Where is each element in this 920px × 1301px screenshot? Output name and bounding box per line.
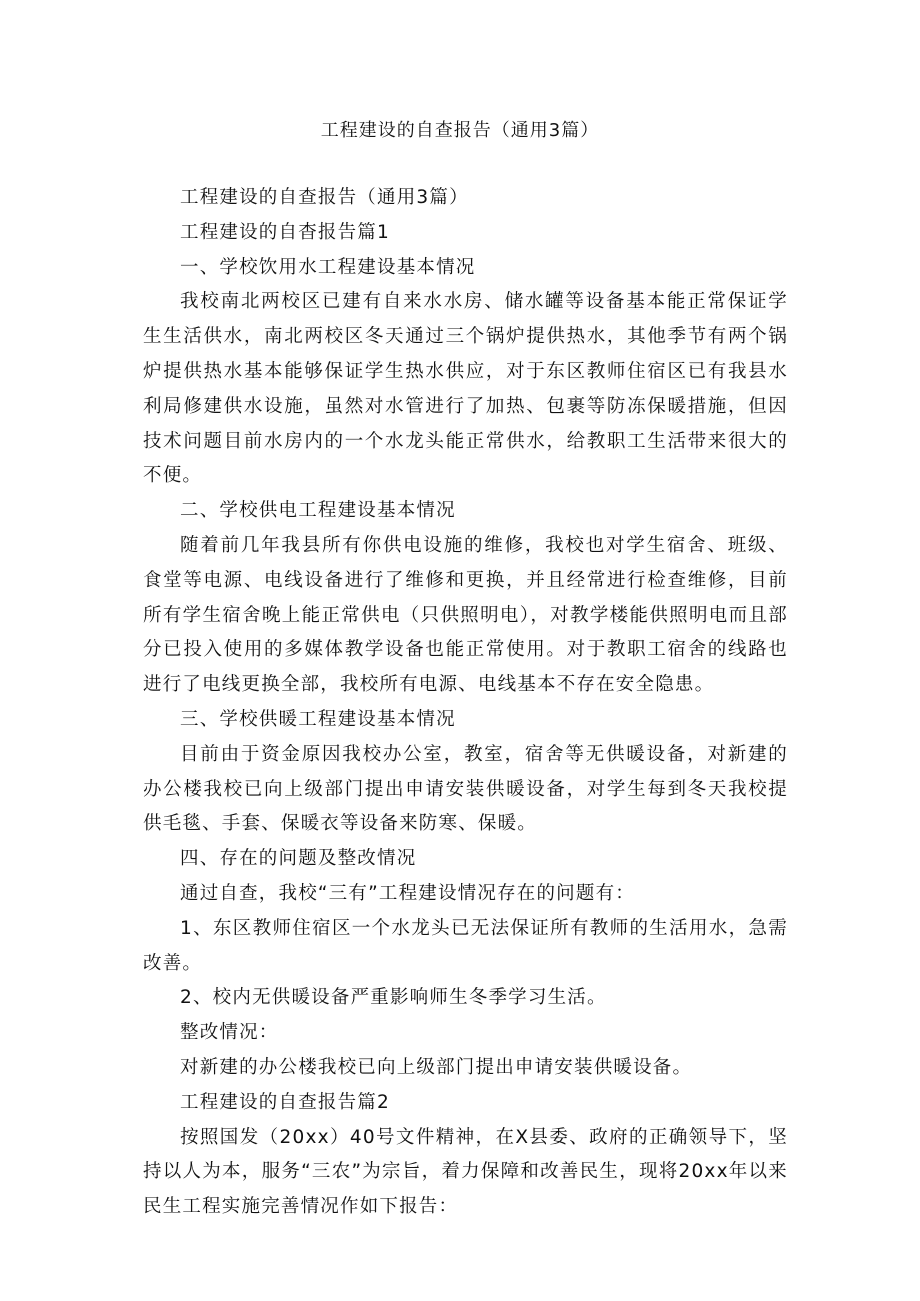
document-title: 工程建设的自查报告（通用3篇） (320, 120, 600, 141)
paragraph-problems-intro: 通过自查，我校“三有”工程建设情况存在的问题有： (180, 882, 635, 904)
paragraph-section-3-body: 目前由于资金原因我校办公室，教室，宿舍等无供暖设备，对新建的办公楼我校已向上级部门提出申请安装供暖设备，对学生每到冬天我校提供毛毯、手套、保暖衣等设备来防寒、保暖。 (143, 743, 788, 835)
paragraph-section-1-body: 我校南北两校区已建有自来水水房、储水罐等设备基本能正常保证学生生活供水，南北两校区冬天通过三个锅炉提供热水，其他季节有两个锅炉提供热水基本能够保证学生热水供应，对于东区教师住宿区已有我县水利局修建供水设施，虽然对水管进行了加热、包裹等防冻保暖措施，但因技术问题目前水房内的一个水龙头能正常供水，给教职工生活带来很大的不便。 (143, 291, 788, 487)
document-body (143, 181, 788, 1225)
paragraph-section-4-heading: 四、存在的问题及整改情况 (180, 848, 417, 870)
paragraph-report-part2-body: 按照国发（20xx）40号文件精神，在X县委、政府的正确领导下，坚持以人为本，服务“三农”为宗旨，着力保障和改善民生，现将20xx年以来民生工程实施完善情况作如下报告： (143, 1126, 788, 1218)
paragraph-rectification-heading: 整改情况： (180, 1022, 279, 1044)
paragraph-section-2-heading: 二、学校供电工程建设基本情况 (180, 500, 456, 522)
paragraph-section-2-body: 随着前几年我县所有你供电设施的维修，我校也对学生宿舍、班级、食堂等电源、电线设备进行了维修和更换，并且经常进行检查维修，目前所有学生宿舍晚上能正常供电（只供照明电），对教学楼能供照明电而且部分已投入使用的多媒体教学设备也能正常使用。对于教职工宿舍的线路也进行了电线更换全部，我校所有电源、电线基本不存在安全隐患。 (143, 534, 788, 696)
paragraph-report-part1-heading: 工程建设的自杳报告篇1 (180, 221, 390, 243)
paragraph-problem-2: 2、校内无供暖设备严重影响师生冬季学习生活。 (180, 987, 607, 1009)
paragraph-section-1-heading: 一、学校饮用水工程建设基本情况 (180, 256, 476, 278)
paragraph-rectification-body: 对新建的办公楼我校已向上级部门提出申请安装供暖设备。 (180, 1056, 693, 1078)
paragraph-report-part2-heading: 工程建设的自查报告篇2 (180, 1091, 390, 1113)
paragraph-section-3-heading: 三、学校供暖工程建设基本情况 (180, 708, 456, 730)
paragraph-problem-1: 1、东区教师住宿区一个水龙头已无法保证所有教师的生活用水，急需改善。 (143, 917, 788, 974)
paragraph-report-title: 工程建设的自查报告（通用3篇） (180, 187, 469, 208)
